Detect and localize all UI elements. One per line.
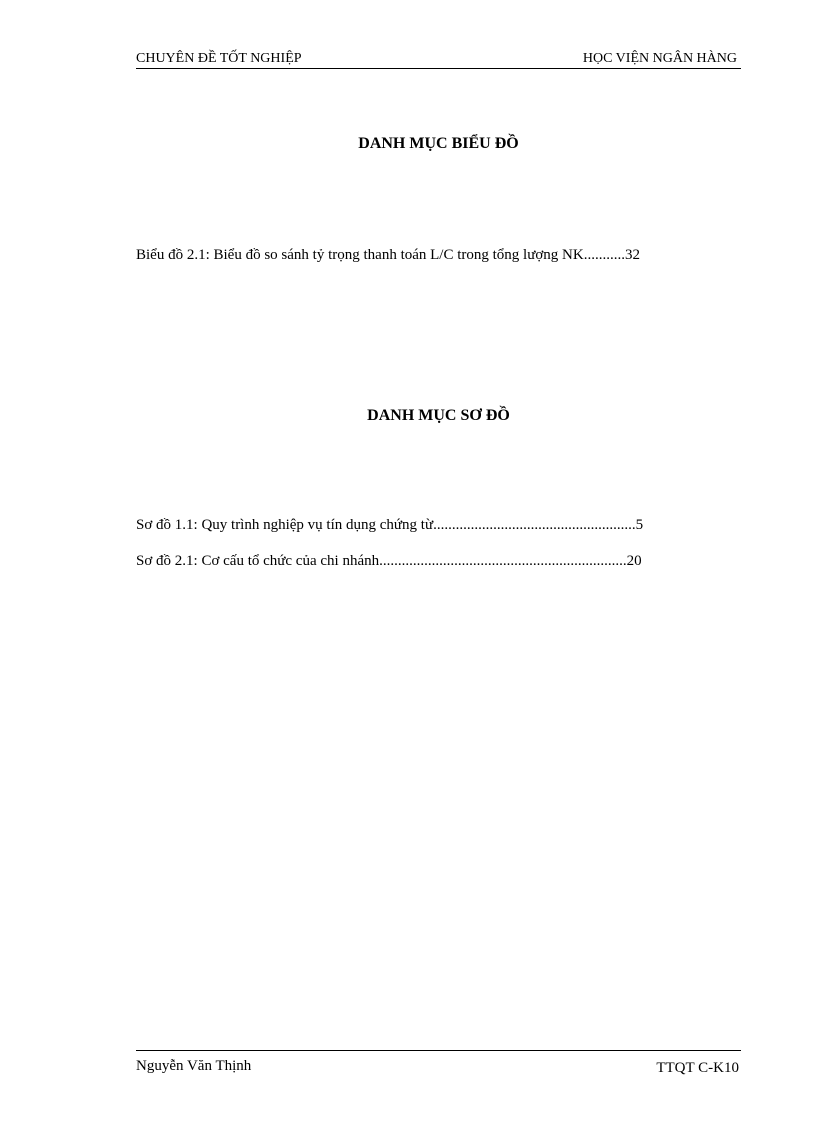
toc-leader-dots: .................................................................. [379, 553, 627, 569]
toc-page-number: 5 [635, 517, 644, 533]
section-title-charts: DANH MỤC BIỂU ĐỒ [358, 135, 519, 152]
page-footer [136, 1050, 741, 1077]
footer-class-code: TTQT C-K10 [656, 1060, 739, 1076]
toc-page-number: 20 [626, 553, 642, 569]
toc-entry-chart-2-1[interactable] [136, 245, 640, 265]
header-right-text: HỌC VIỆN NGÂN HÀNG [582, 51, 737, 66]
toc-entry-diagram-1-1[interactable] [136, 515, 643, 535]
toc-entry-label: Sơ đồ 2.1: Cơ cấu tổ chức của chi nhánh [136, 553, 380, 569]
toc-entry-label: Biểu đồ 2.1: Biểu đồ so sánh tỷ trọng thanh toán L/C trong tổng lượng NK [136, 247, 584, 263]
toc-leader-dots: ........... [583, 247, 625, 263]
section-title-diagrams: DANH MỤC SƠ ĐỒ [367, 407, 510, 424]
toc-entry-label: Sơ đồ 1.1: Quy trình nghiệp vụ tín dụng chứng từ [136, 517, 434, 533]
header-left-text: CHUYÊN ĐỀ TỐT NGHIỆP [136, 51, 302, 66]
toc-entry-diagram-2-1[interactable] [136, 551, 642, 571]
toc-leader-dots: ...................................................... [433, 517, 636, 533]
footer-author: Nguyễn Văn Thịnh [136, 1058, 252, 1074]
toc-page-number: 32 [624, 247, 640, 263]
page-header [136, 49, 741, 69]
